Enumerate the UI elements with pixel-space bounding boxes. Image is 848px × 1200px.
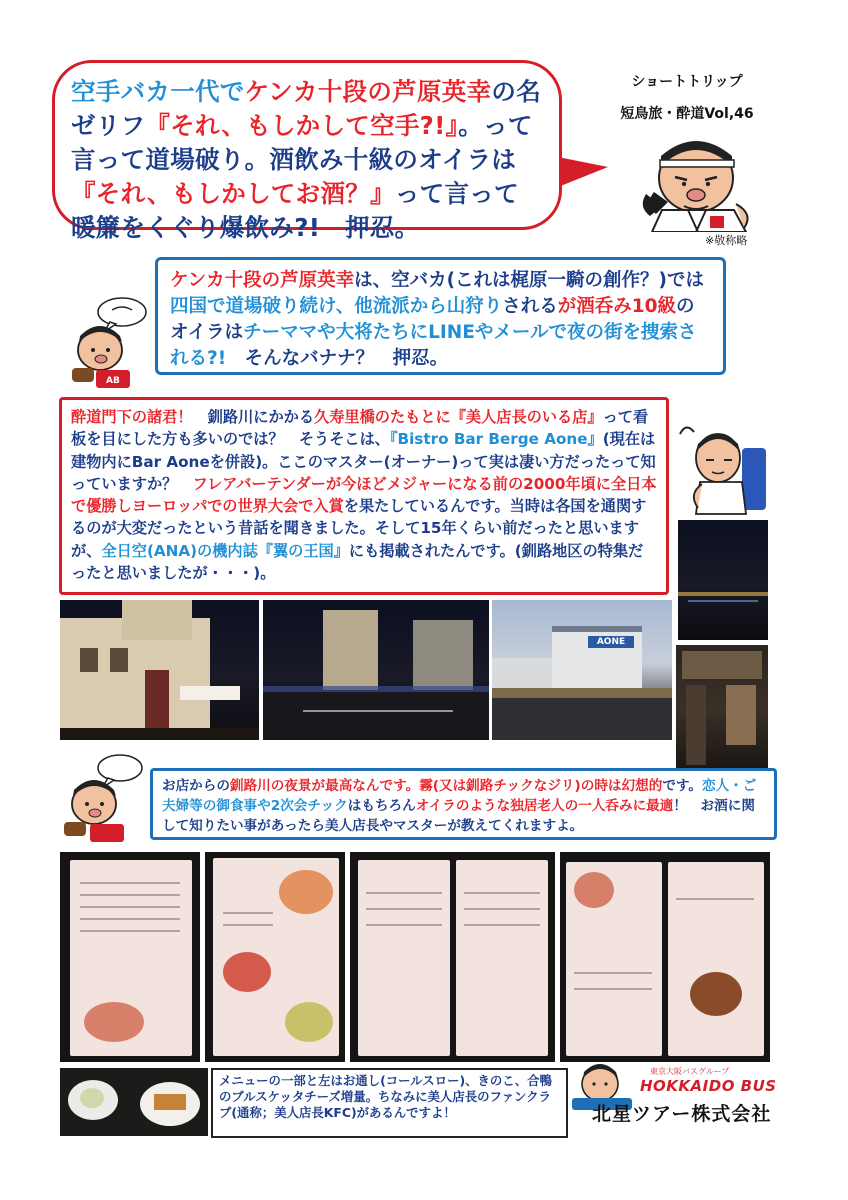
photo-bar-interior — [676, 645, 768, 770]
menu-photo-3 — [350, 852, 555, 1062]
intro-seg: は、空バカ(これは梶原一騎の創作？)では — [354, 270, 704, 291]
nightview-seg: ！ お酒に関して知りたい事があったら美人店長やマスターが教えてくれますよ。 — [162, 798, 755, 834]
intro-seg: そんなバナナ？ 押忍。 — [226, 348, 449, 369]
mascot-speaking-illustration — [72, 292, 152, 390]
hokkaido-bus-logo: HOKKAIDO BUS — [640, 1077, 777, 1095]
story-seg: (現在は建物内にBar Aoneを併設)。ここのマスター(オーナー)って実は凄い方だったって知っていますか？ — [71, 430, 656, 493]
story-seg: を果たしているんです。当時は各国を通関するのが大変だったという昔話を聞きました。そして15年くらい前だったと思いますが、 — [71, 497, 647, 560]
menu-photo-4 — [560, 852, 770, 1062]
photo-street-night — [263, 600, 489, 740]
series-line2: 短鳥旅・酔道Vol,46 — [620, 106, 754, 122]
story-text-box — [59, 397, 669, 595]
headline-seg: って言って暖簾をくぐり爆飲み?! 押忍。 — [71, 179, 519, 242]
company-name: 北星ツアー株式会社 — [592, 1103, 772, 1125]
nightview-seg: です。 — [662, 778, 703, 794]
story-seg: にも掲載されたんです。(釧路地区の特集だったと思いましたが・・・)。 — [71, 541, 644, 583]
story-seg: 『Bistro Bar Berge Aone』 — [389, 430, 603, 449]
headline-text — [71, 75, 543, 245]
headline-bubble — [52, 60, 562, 242]
nightview-seg: 恋人・ご夫婦等の御食事や2次会チック — [162, 778, 757, 814]
headline-seg: 。って言って道場破り。酒飲み十級のオイラは — [71, 111, 533, 174]
menu-photo-1 — [60, 852, 200, 1062]
nightview-seg: はもちろん — [347, 798, 416, 814]
karate-mascot-illustration — [640, 132, 760, 232]
mascot-speaking-illustration-2 — [62, 750, 148, 842]
nightview-text-box — [150, 768, 777, 840]
intro-text-box — [155, 257, 726, 375]
nightview-seg: オイラのような独居老人の一人呑みに最適 — [415, 798, 674, 814]
intro-seg: が酒呑み10級 — [557, 296, 677, 317]
honorific-note: ※敬称略 — [705, 234, 748, 247]
photo-appetizers — [60, 1068, 208, 1136]
intro-seg: チーママや大将たちにLINEやメールで夜の街を捜索される?! — [170, 322, 697, 369]
photo-night-river — [678, 520, 768, 640]
headline-seg: ケンカ十段の芦原英幸 — [244, 77, 492, 106]
story-seg: 酔道門下の諸君！ — [71, 408, 193, 426]
intro-seg: ケンカ十段の芦原英幸 — [170, 270, 355, 291]
mascot-thinking-illustration — [672, 418, 772, 518]
intro-seg: される — [502, 296, 558, 317]
story-seg: って看板を目にした方も多いのでは？ そうそこは、 — [71, 408, 649, 449]
nightview-seg: 釧路川の夜景が最高なんです。霧(又は釧路チックなジリ)の時は幻想的 — [229, 778, 663, 794]
story-text — [71, 406, 657, 584]
photo-building-night — [60, 600, 259, 740]
intro-seg: のオイラは — [170, 296, 695, 343]
menu-photo-2 — [205, 852, 345, 1062]
nightview-text — [162, 776, 765, 836]
headline-seg: 『それ、もしかして空手?!』 — [145, 111, 459, 140]
nightview-seg: お店からの — [162, 778, 230, 794]
intro-seg: 四国で道場破り続け、他流派から山狩り — [170, 296, 503, 317]
story-seg: フレアバーテンダーが今ほどメジャーになる前の2000年頃に全日本で優勝しヨーロッパでの世界大会で入賞 — [71, 474, 657, 516]
menu-caption: メニューの一部と左はお通し(コールスロー)、きのこ、合鴨のブルスケッタチーズ増量。ちなみに美人店長のファンクラブ(通称；美人店長KFC)があるんですよ！ — [219, 1073, 552, 1121]
photo-building-dusk — [492, 600, 672, 740]
aone-sign: AONE — [588, 636, 634, 648]
bus-group-label: 東京大阪バスグループ — [650, 1067, 730, 1076]
svg-text:AB: AB — [106, 376, 120, 386]
headline-seg: 空手バカ一代で — [71, 77, 245, 106]
series-line1: ショートトリップ — [631, 74, 743, 90]
story-seg: 全日空(ANA)の機内誌『翼の王国』 — [101, 541, 349, 560]
intro-text — [170, 268, 711, 372]
story-seg: 久寿里橋のたもとに『美人店長のいる店』 — [314, 408, 603, 426]
series-title — [612, 66, 762, 130]
headline-seg: の名ゼリフ — [71, 77, 541, 140]
story-seg: 釧路川にかかる — [192, 408, 314, 426]
headline-seg: 『それ、もしかしてお酒？』 — [71, 179, 395, 208]
menu-caption-box — [211, 1068, 568, 1138]
